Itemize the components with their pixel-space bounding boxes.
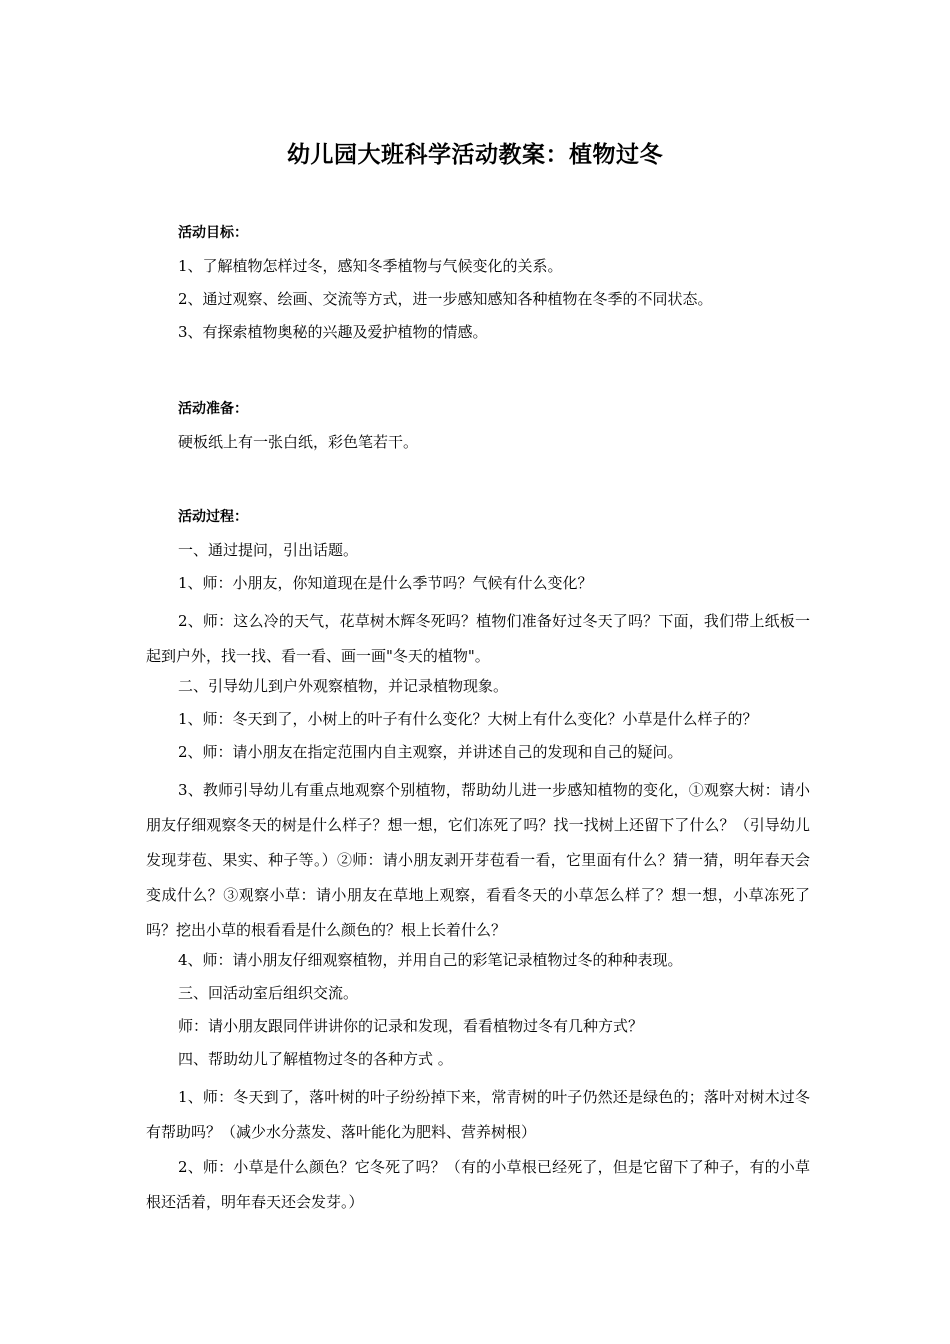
document-body [146, 221, 810, 1220]
process-step-11: 四、帮助幼儿了解植物过冬的各种方式 。 [178, 1050, 453, 1068]
section-spacer [146, 463, 810, 505]
process-step-13: 2、师：小草是什么颜色？它冬死了吗？（有的小草根已经死了，但是它留下了种子，有的小草根还活着，明年春天还会发芽。） [146, 1158, 810, 1211]
process-step-12: 1、师：冬天到了，落叶树的叶子纷纷掉下来，常青树的叶子仍然还是绿色的；落叶对树木过冬有帮助吗？（减少水分蒸发、落叶能化为肥料、营养树根） [146, 1088, 810, 1141]
process-step-5: 1、师：冬天到了，小树上的叶子有什么变化？大树上有什么变化？小草是什么样子的？ [178, 710, 758, 728]
process-step-7: 3、教师引导幼儿有重点地观察个别植物，帮助幼儿进一步感知植物的变化，①观察大树：请小朋友仔细观察冬天的树是什么样子？想一想，它们冻死了吗？找一找树上还留下了什么？（引导幼儿发现芽苞、果实、种子等。）②师：请小朋友剥开芽苞看一看，它里面有什么？猜一猜，明年春天会变成什么？③观察小草：请小朋友在草地上观察，看看冬天的小草怎么样了？想一想，小草冻死了吗？挖出小草的根看看是什么颜色的？根上长着什么？ [146, 781, 810, 939]
process-step-2: 1、师：小朋友，你知道现在是什么季节吗？气候有什么变化？ [178, 574, 593, 592]
process-step-6: 2、师：请小朋友在指定范围内自主观察，并讲述自己的发现和自己的疑问。 [178, 743, 683, 761]
process-step-9: 三、回活动室后组织交流。 [178, 984, 359, 1002]
process-step-1: 一、通过提问，引出话题。 [178, 541, 359, 559]
section-spacer [146, 353, 810, 397]
goal-item-3: 3、有探索植物奥秘的兴趣及爱护植物的情感。 [178, 323, 488, 341]
preparation-item-1: 硬板纸上有一张白纸，彩色笔若干。 [178, 433, 419, 451]
goal-item-2: 2、通过观察、绘画、交流等方式，进一步感知感知各种植物在冬季的不同状态。 [178, 290, 713, 308]
document-title: 幼儿园大班科学活动教案：植物过冬 [287, 142, 663, 168]
process-step-4: 二、引导幼儿到户外观察植物，并记录植物现象。 [178, 677, 509, 695]
goals-heading: 活动目标： [178, 225, 248, 241]
process-heading: 活动过程： [178, 509, 248, 525]
goal-item-1: 1、了解植物怎样过冬，感知冬季植物与气候变化的关系。 [178, 257, 563, 275]
process-step-3: 2、师：这么冷的天气，花草树木辉冬死吗？植物们准备好过冬天了吗？下面，我们带上纸板一起到户外，找一找、看一看、画一画"冬天的植物"。 [146, 612, 810, 665]
process-step-8: 4、师：请小朋友仔细观察植物，并用自己的彩笔记录植物过冬的种种表现。 [178, 951, 683, 969]
process-step-10: 师：请小朋友跟同伴讲讲你的记录和发现，看看植物过冬有几种方式？ [178, 1017, 644, 1035]
preparation-heading: 活动准备： [178, 401, 248, 417]
